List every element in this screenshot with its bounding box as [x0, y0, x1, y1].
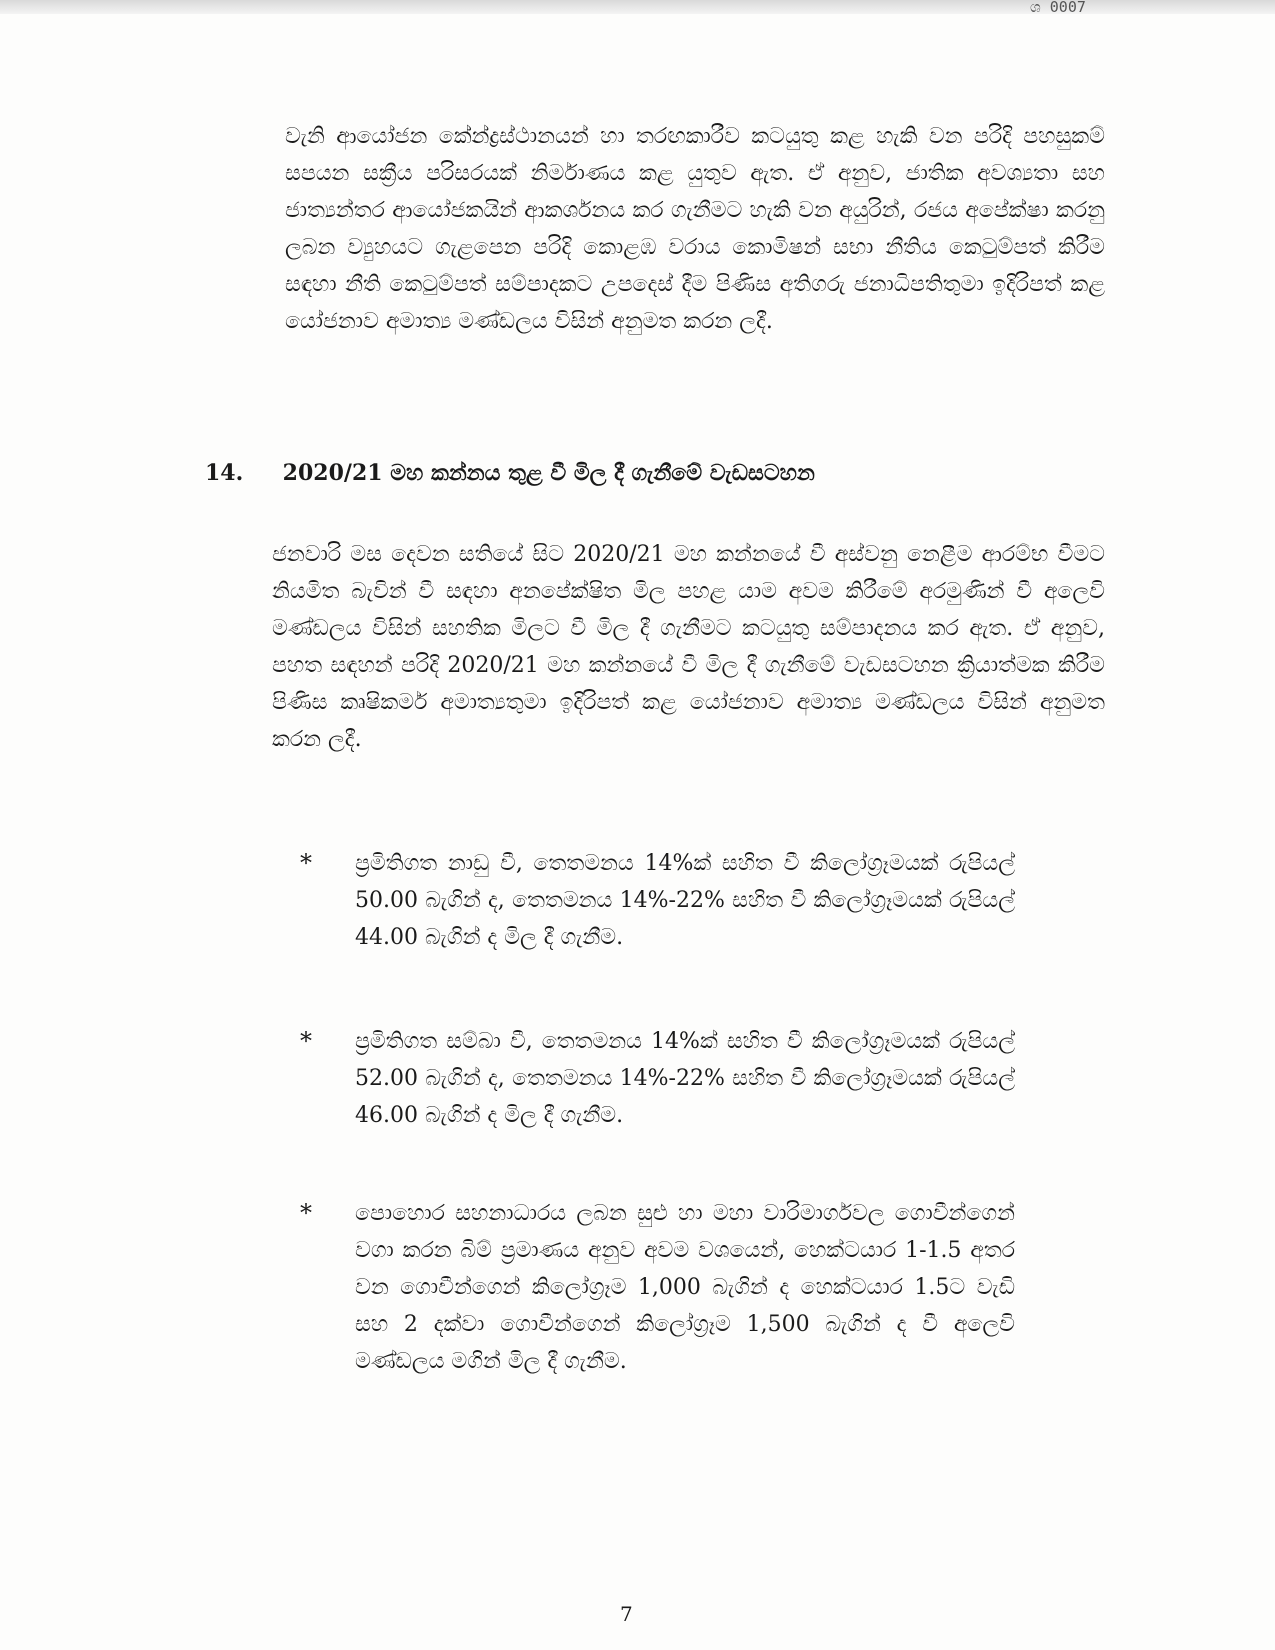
section-title: 2020/21 මහ කන්නය තුළ වී මිල දී ගැනීමේ වැඩසටහන: [282, 460, 815, 486]
page-code: ශ 0007: [1030, 0, 1086, 16]
bullet-star-icon: *: [300, 1199, 312, 1227]
section-number: 14.: [205, 460, 244, 486]
section-paragraph: ජනවාරි මස දෙවන සතියේ සිට 2020/21 මහ කන්නයේ වී අස්වනු නෙළීම ආරම්භ වීමට නියමිත බැවින් වී සඳහා අනපේක්ෂිත මිල පහළ යාම අවම කිරීමේ අරමුණින් වී අලෙවි මණ්ඩලය විසින් සහතික මිලට වී මිල දී ගැනීමට කටයුතු සම්පාදනය කර ඇත. ඒ අනුව, පහත සඳහන් පරිදි 2020/21 මහ කන්නයේ වී මිල දී ගැනීමේ වැඩසටහන ක්‍රියාත්මක කිරීම පිණිස කෘෂිකර්ම අමාත්‍යතුමා ඉදිරිපත් කළ යෝජනාව අමාත්‍ය මණ්ඩලය විසින් අනුමත කරන ලදී.: [272, 542, 1105, 752]
bullet-text: පොහොර සහනාධාරය ලබන සුළු හා මහා වාරිමාර්ගවල ගොවීන්ගෙන් වගා කරන බිම් ප්‍රමාණය අනුව අවම වශයෙන්, හෙක්ටයාර 1-1.5 අතර වන ගොවීන්ගෙන් කිලෝග්‍රෑම 1,000 බැගින් ද හෙක්ටයාර 1.5ට වැඩි සහ 2 දක්වා ගොවීන්ගෙන් කිලෝග්‍රෑම 1,500 බැගින් ද වී අලෙවි මණ්ඩලය මගින් මිල දී ගැනීම.: [355, 1201, 1015, 1374]
bullet-text: ප්‍රමිතිගත නාඩු වී, තෙතමනය 14%ක් සහිත වී කිලෝග්‍රෑමයක් රුපියල් 50.00 බැගින් ද, තෙතමනය 14%-22% සහිත වී කිලෝග්‍රෑමයක් රුපියල් 44.00 බැගින් ද මිල දී ගැනීම.: [355, 851, 1015, 950]
section-heading: [205, 458, 1105, 488]
page-number: 7: [620, 1602, 633, 1626]
bullet-star-icon: *: [300, 1027, 312, 1055]
paragraph-continued: වැනි ආයෝජන කේන්ද්‍රස්ථානයන් හා තරඟකාරීව කටයුතු කළ හැකි වන පරිදි පහසුකම් සපයන සක්‍රීය පරිසරයක් නිර්මාණය කළ යුතුව ඇත. ඒ අනුව, ජාතික අවශ්‍යතා සහ ජාත්‍යන්තර ආයෝජකයින් ආකර්ශනය කර ගැනීමට හැකි වන අයුරින්, රජය අපේක්ෂා කරනු ලබන ව්‍යුහයට ගැළපෙන පරිදි කොළඹ වරාය කොමිෂන් සභා නීතිය කෙටුම්පත් කිරීම සඳහා නීති කෙටුම්පත් සම්පාදකට උපදෙස් දීම පිණිස අතිගරු ජනාධිපතිතුමා ඉදිරිපත් කළ යෝජනාව අමාත්‍ය මණ්ඩලය විසින් අනුමත කරන ලදී.: [285, 124, 1105, 334]
bullet-text: ප්‍රමිතිගත සම්බා වී, තෙතමනය 14%ක් සහිත වී කිලෝග්‍රෑමයක් රුපියල් 52.00 බැගින් ද, තෙතමනය 14%-22% සහිත වී කිලෝග්‍රෑමයක් රුපියල් 46.00 බැගින් ද මිල දී ගැනීම.: [355, 1029, 1015, 1128]
bullet-star-icon: *: [300, 849, 312, 877]
